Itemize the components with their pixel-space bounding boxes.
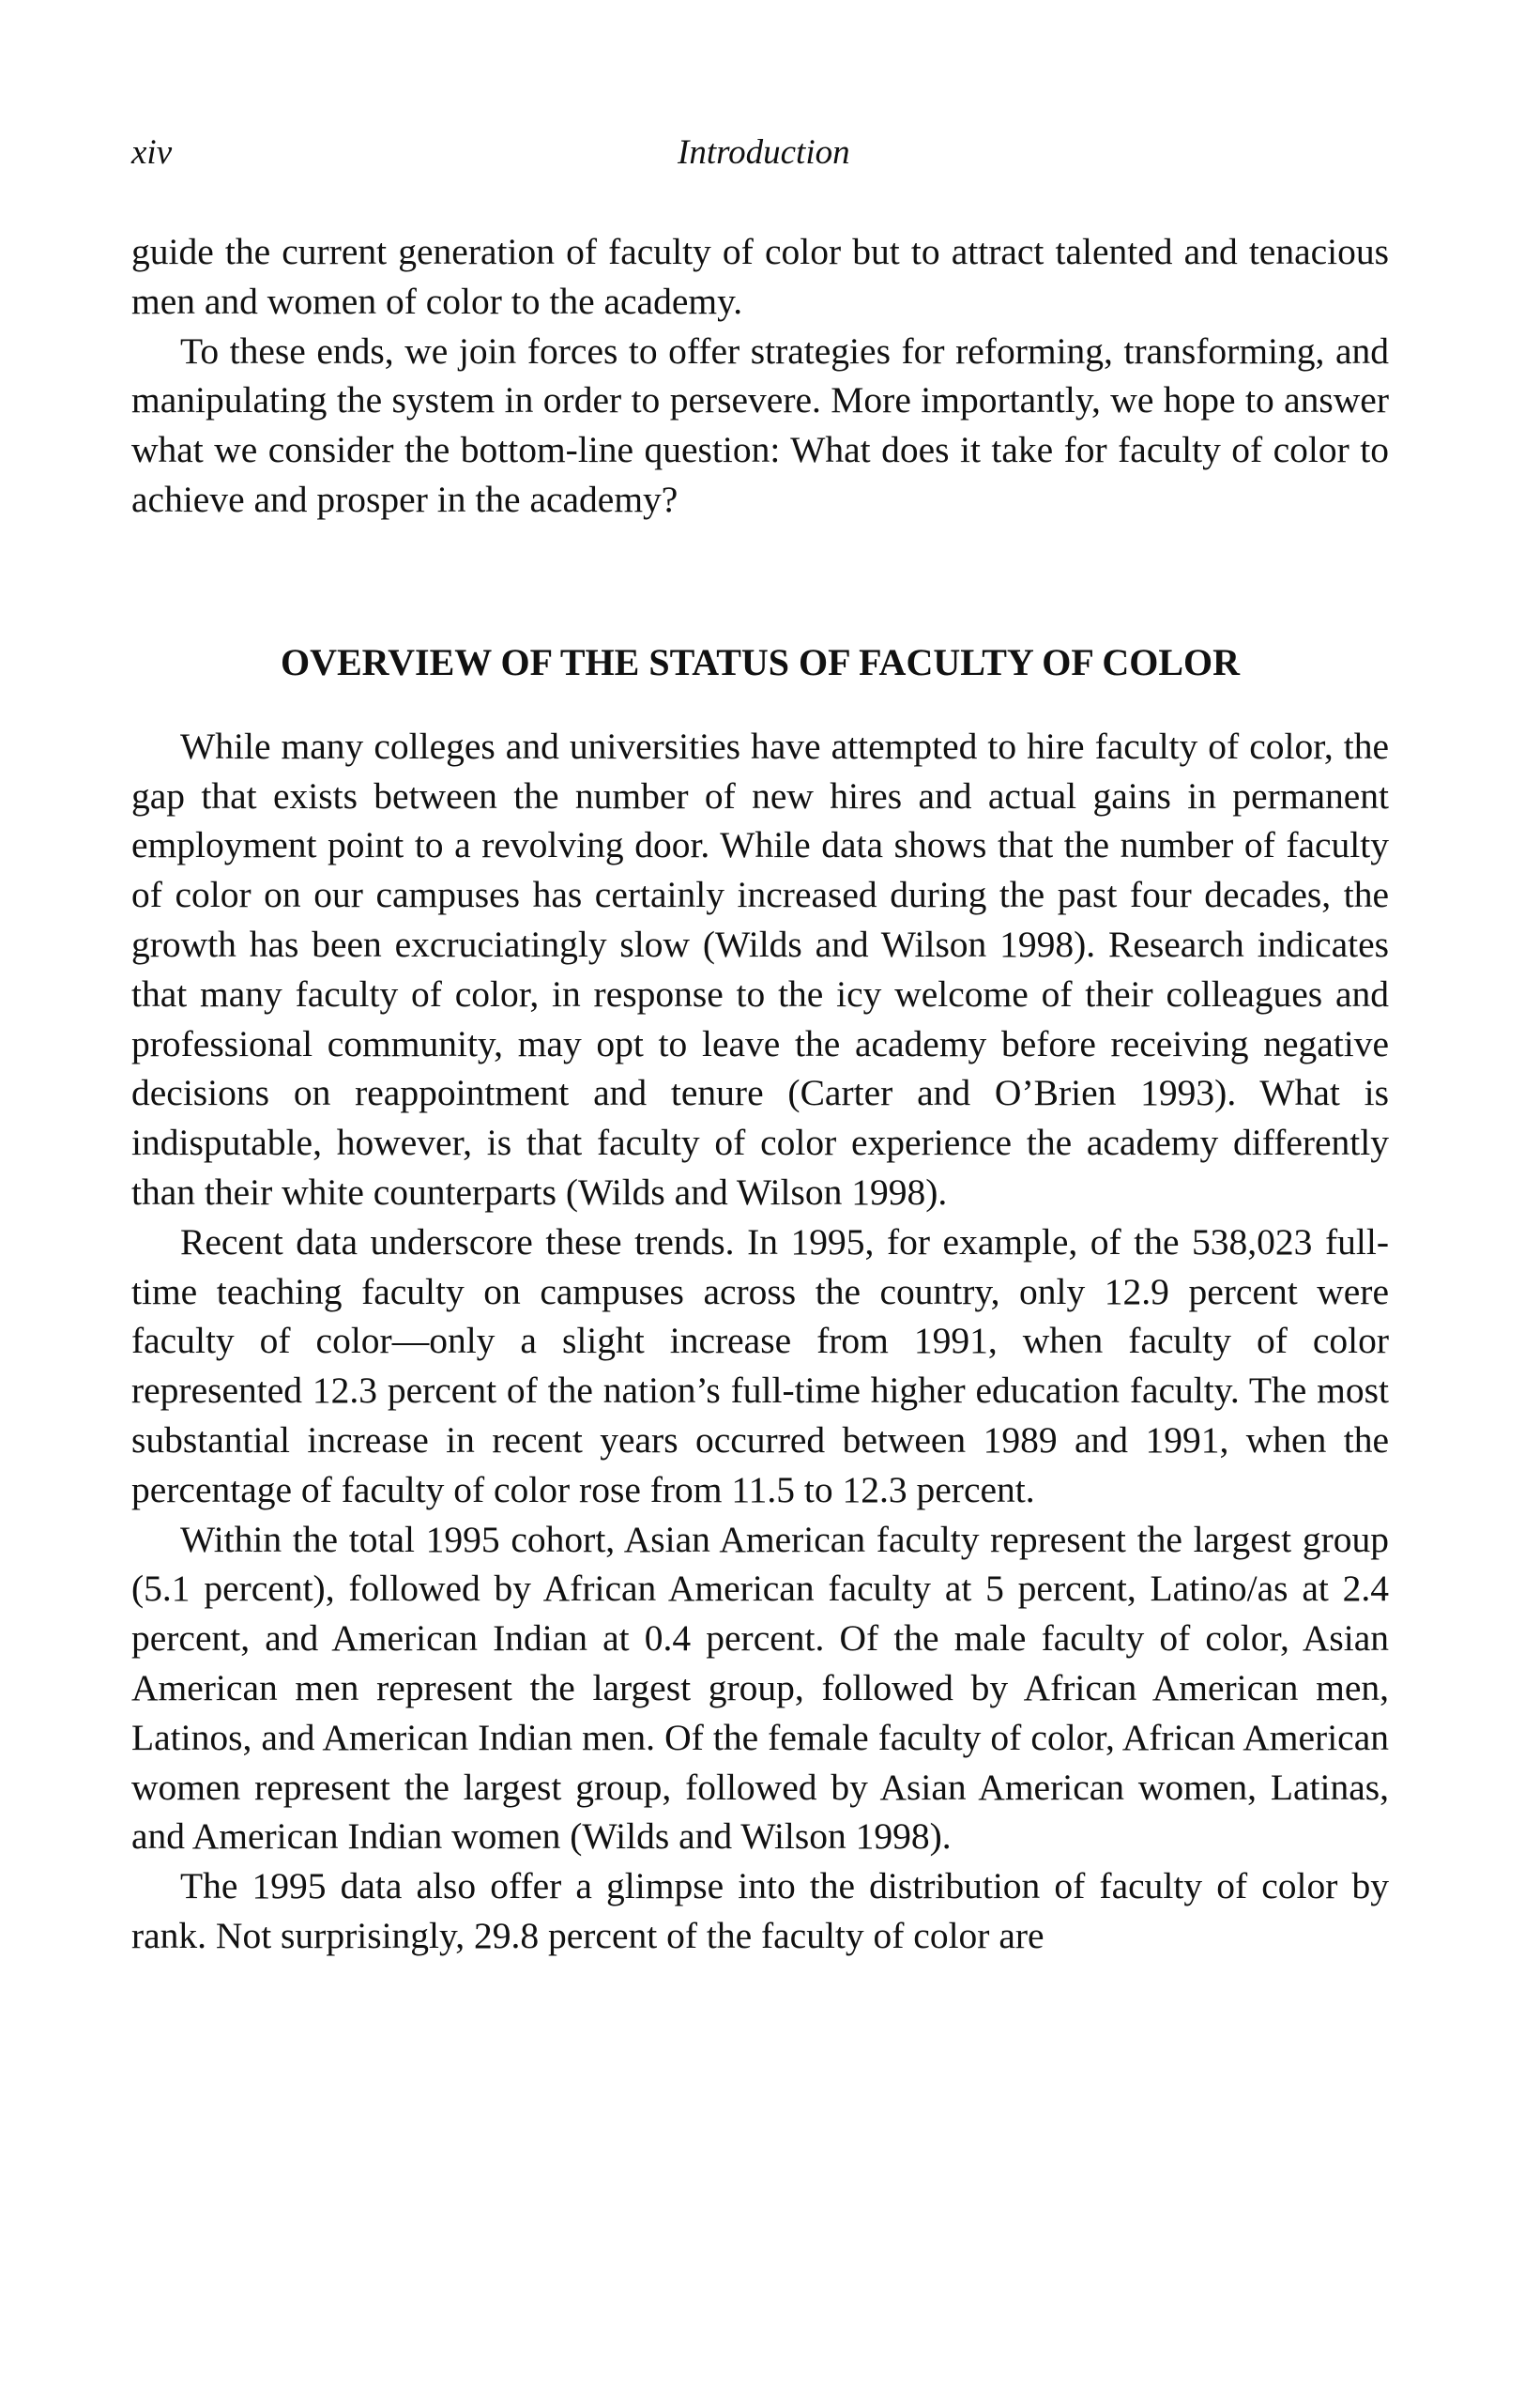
paragraph-revolving-door: While many colleges and universities have attempted to hire faculty of color, the gap that exists between the number of new hires and actual gains in permanent employment point to a revolving door. While data shows that the number of faculty of color on our campuses has certainly increased during the past four decades, the growth has been excruciatingly slow (Wilds and Wilson 1998). Research indicates that many faculty of color, in response to the icy welcome of their colleagues and professional community, may opt to leave the academy before receiving negative decisions on reappointment and tenure (Carter and O’Brien 1993). What is indisputable, however, is that faculty of color experience the academy differently than their white counterparts (Wilds and Wilson 1998). [131,725,1389,1213]
body-text [131,227,1389,1961]
paragraph-cohort: Within the total 1995 cohort, Asian American faculty represent the largest group (5.1 percent), followed by African American faculty at 5 percent, Latino/as at 2.4 percent, and American Indian at 0.4 percent. Of the male faculty of color, Asian American men represent the largest group, followed by African American men, Latinos, and American Indian men. Of the female faculty of color, African American women represent the largest group, followed by Asian American women, Latinas, and American Indian women (Wilds and Wilson 1998). [131,1518,1389,1858]
section-heading: OVERVIEW OF THE STATUS OF FACULTY OF COLOR [280,640,1241,683]
running-head [131,130,1389,176]
paragraph-rank: The 1995 data also offer a glimpse into the distribution of faculty of color by rank. Not surprisingly, 29.8 percent of the faculty of color are [131,1865,1389,1956]
chapter-title: Introduction [678,133,850,172]
paragraph-continued: guide the current generation of faculty of color but to attract talented and tenacious men and women of color to the academy. [131,231,1389,322]
paragraph-recent-data: Recent data underscore these trends. In 1995, for example, of the 538,023 full-time teaching faculty on campuses across the country, only 12.9 percent were faculty of color—only a slight increase from 1991, when faculty of color represented 12.3 percent of the nation’s full-time higher education faculty. The most substantial increase in recent years occurred between 1989 and 1991, when the percentage of faculty of color rose from 11.5 to 12.3 percent. [131,1220,1389,1510]
paragraph-strategies: To these ends, we join forces to offer strategies for reforming, transforming, and manipulating the system in order to persevere. More importantly, we hope to answer what we consider the bottom-line question: What does it take for faculty of color to achieve and prosper in the academy? [131,329,1389,520]
page-number: xiv [131,133,173,172]
